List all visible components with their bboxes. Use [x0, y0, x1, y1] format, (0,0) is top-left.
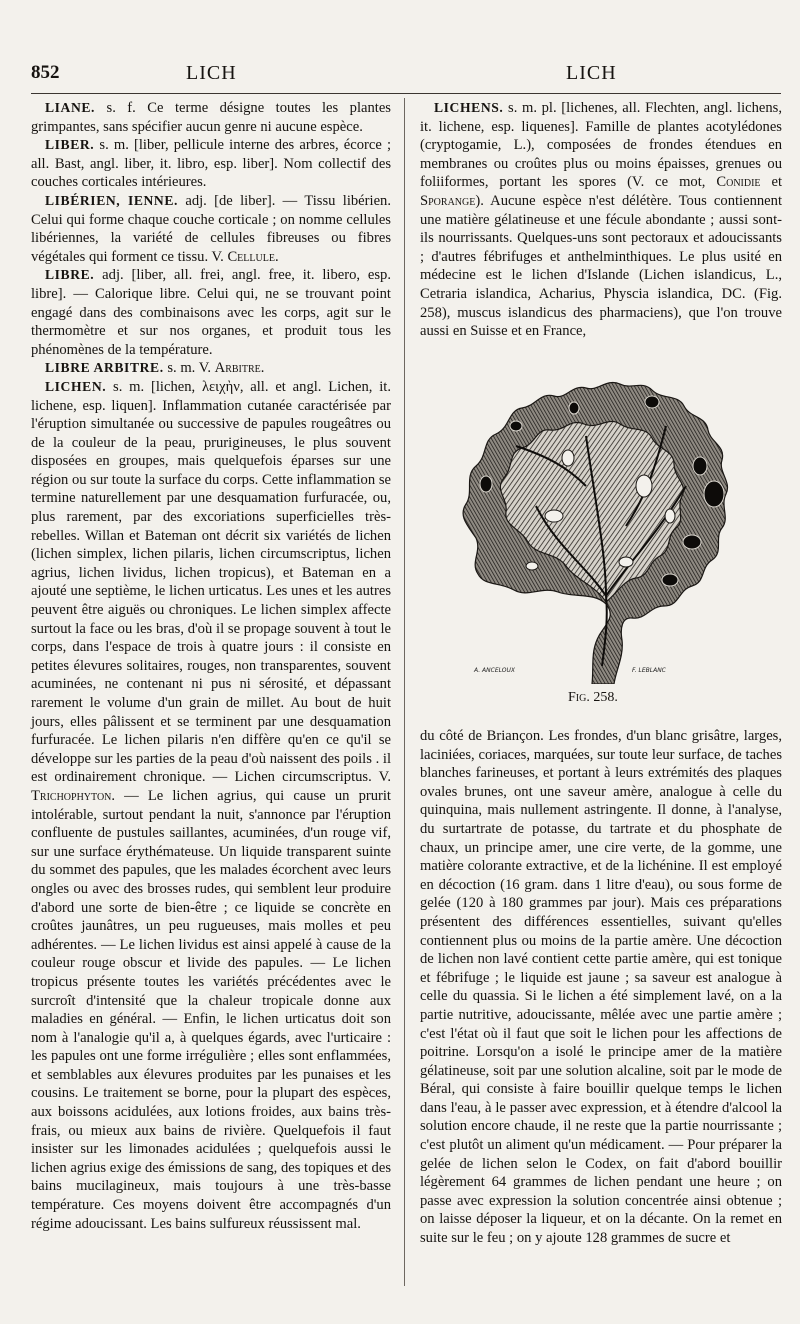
column-divider [404, 98, 405, 1286]
entry-libre-arbitre [31, 359, 391, 378]
headword: LICHENS. [434, 100, 504, 115]
entry-liane [31, 99, 391, 136]
right-column-top [420, 99, 782, 341]
left-running-title: LICH [186, 62, 237, 84]
page-number: 852 [31, 62, 60, 83]
entry-text: s. m. V. [163, 360, 215, 377]
running-header [0, 62, 800, 88]
lichen-engraving-icon [456, 366, 738, 684]
headword: LICHEN. [45, 378, 107, 394]
entry-text: s. m. [lichen, λειχὴν, all. et angl. Lichen, it. lichene, esp. liquen]. Inflammation cutanée caractérisée par l'éruption simultanée ou successive de papules rougeâtres ou de la couleur de la peau, prurigineuses, le plus souvent disposées en groupes, mais quelquefois éparses sur une région ou sur toute la surface du corps. Cette inflammation se termine naturellement par une desquamation furfuracée, ou, plus rarement, par des excoriations superficielles très-rebelles. Willan et Bateman ont décrit six variétés de lichen (lichen simplex, lichen pilaris, lichen circumscriptus, lichen agrius, lichen lividus, lichen tropicus), et Bateman en a ajouté une septième, le lichen urticatus. Les unes et les autres peuvent être aiguës ou chroniques. Le lichen simplex affecte surtout la face ou les bras, d'où il se propage souvent à tout le corps, dans l'espace de trois à quatre jours : il consiste en petites élevures solitaires, rouges, non transparentes, souvent acuminées, ne contenant ni pus ni sérosité, et dépassant rarement le volume d'un grain de millet. Au bout de huit jours, elles pâlissent et se terminent par une desquamation furfuracée. Le lichen pilaris n'en diffère qu'en ce qu'il se développe sur les parties de la peau d'où naissent des poils . il est ordinairement chronique. — Lichen circumscriptus. V. [31, 378, 391, 786]
headword: LIANE. [45, 100, 96, 115]
entry-text-end: . [274, 248, 279, 265]
entry-lichen [31, 378, 391, 1233]
cross-reference: Sporange [420, 192, 476, 209]
header-rule [31, 93, 781, 94]
left-column [31, 99, 391, 1233]
entry-text: adj. [liber, all. frei, angl. free, it. libero, esp. libre]. — Calorique libre. Celui qui, ne se trouvant point engagé dans des combinaisons avec les corps, agit sur le thermomètre et sur nos organes, et produit tous les phénomènes de la température. [31, 267, 391, 358]
entry-text: s. m. [liber, pellicule interne des arbres, écorce ; all. Bast, angl. liber, it. libro, esp. liber]. Nom collectif des couches corticales intérieures. [31, 137, 391, 191]
entry-text-continued: ). Aucune espèce n'est délétère. Tous contiennent une matière gélatineuse et une fécule abondante ; aussi sont-ils nourrissants. Quelques-uns sont pectoraux et adoucissants ; d'autres fébrifuges et anthelminthiques. Le plus usité en médecine est le lichen d'Islande (Lichen islandicus, L., Cetraria islandica, Acharius, Physcia islandica, DC. (Fig. 258), muscus islandicus des pharmaciens), que l'on trouve aussi en Suisse et en France, [420, 192, 782, 340]
thallus-shape [463, 382, 727, 684]
entry-lichens [420, 99, 782, 341]
cross-reference: Cellule [227, 248, 275, 265]
headword: LIBER. [45, 137, 95, 153]
engraver-credit-left: A. ANCELOUX [474, 667, 515, 674]
entry-text-mid: et [760, 174, 782, 191]
figure-caption: Fig. 258. [568, 690, 618, 705]
entry-liberien [31, 192, 391, 266]
entry-liber [31, 136, 391, 192]
entry-text-end: . [260, 360, 265, 377]
entry-text-continued: . — Le lichen agrius, qui cause un prurit intolérable, surtout pendant la nuit, s'annonce par l'éruption confluente de pustules saillantes, acuminées, d'un rouge vif, sur une surface érythémateuse. Un liquide transparent suinte du sommet des papules, que les malades écorchent avec leurs ongles ou avec des brosses rudes, qui semblent leur produire d'abord une sorte de bien-être ; ce liquide se concrète en croûtes jaunâtres, un peu rugueuses, mais molles et peu adhérentes. — Le lichen lividus est ainsi appelé à cause de la couleur rouge obscur et livide des papules. — Le lichen tropicus présente toutes les variétés précédentes avec le surcroît d'intensité que la chaleur tropicale donne aux maladies en général. — Enfin, le lichen urticatus doit son nom à l'analogie qu'il a, à quelques égards, avec l'urticaire : les papules ont une forme irrégulière ; elles sont enflammées, et semblables aux élevures produites par les punaises et les cousins. Le traitement se borne, pour la plupart des espèces, aux boissons acidulées, aux lotions froides, aux bains très-frais, ou mieux aux bains de rivière. Quelquefois il faut insister sur les limonades acidulées ; quelquefois aussi le lichen agrius exige des émissions de sang, des topiques et des bains mucilagineux, mais toujours à une très-basse température. Ces moyens doivent être accompagnés d'un régime adoucissant. Les bains sulfureux réussissent mal. [31, 787, 391, 1232]
right-running-title: LICH [566, 62, 617, 84]
headword: LIBÉRIEN, IENNE. [45, 192, 179, 208]
headword: LIBRE. [45, 267, 95, 283]
entry-lichens-continued: du côté de Briançon. Les frondes, d'un blanc grisâtre, larges, laciniées, coriaces, marquées, sur toute leur surface, de taches blanches farineuses, et portant à leurs extrémités des plaques ovales brunes, ont une saveur amère, analogue à celle du quinquina, mais nullement astringente. Il donne, à l'analyse, du surtartrate de potasse, du tartrate et du phosphate de chaux, un principe amer, une cire verte, de la gomme, une matière colorante extractive, et de la lichénine. Il est employé en décoction (16 gram. dans 1 litre d'eau), ou sous forme de gelée (120 à 180 grammes par jour). Mais ces préparations présentent des différences essentielles, suivant qu'elles contiennent plus ou moins de la partie amère. Une décoction de lichen non lavé contient cette partie amère, qui est tonique et fébrifuge ; le liquide est jaune ; sa saveur est analogue à celle du quassia. Si le lichen a été simplement lavé, on a la partie nutritive, adoucissante, mêlée avec une partie amère ; c'est l'état où il faut que soit le lichen pour les affections de poitrine. Lorsqu'on a isolé le principe amer de la matière gélatineuse, soit par une solution alcaline, soit par le mode de Béral, qui consiste à faire bouillir quelque temps le lichen dans l'eau, à le passer avec expression, et à étendre d'alcool la solution encore chaude, il ne reste que la partie nourrissante ; c'est plutôt un aliment qu'un médicament. — Pour préparer la gelée de lichen selon le Codex, on fait d'abord bouillir légèrement 64 grammes de lichen pendant une heure ; on passe avec expression la solution concentrée ainsi obtenue ; on laisse déposer la liqueur, et on la décante. On la remet en suite sur le feu ; on y ajoute 128 grammes de sucre et [420, 728, 782, 1247]
entry-text: s. m. pl. [lichenes, all. Flechten, angl. lichens, it. lichene, esp. liquenes]. Famille de plantes acotylédones (cryptogamie, L.), composées de frondes étendues en membranes ou croûtes plus ou moins épaisses, grenues ou foliiformes, portant les spores (V. ce mot, [420, 100, 782, 191]
headword: LIBRE ARBITRE. [45, 360, 164, 376]
entry-text: s. f. Ce terme désigne toutes les plantes grimpantes, sans spécifier aucun genre ni aucune espèce. [31, 100, 391, 135]
cross-reference: Trichophyton [31, 787, 112, 804]
lichen-illustration [456, 366, 738, 684]
right-column-bottom [420, 727, 782, 1248]
entry-libre [31, 266, 391, 359]
cross-reference: Arbitre [214, 360, 261, 377]
engraver-credit-right: F. LEBLANC [632, 667, 666, 674]
cross-reference: Conidie [716, 174, 761, 191]
entry-text: adj. [de liber]. — Tissu libérien. Celui qui forme chaque couche corticale ; on nomme cellules libériennes, la variété de cellules fibreuses ou fibres végétales qui forment ce tissu. V. [31, 192, 391, 265]
